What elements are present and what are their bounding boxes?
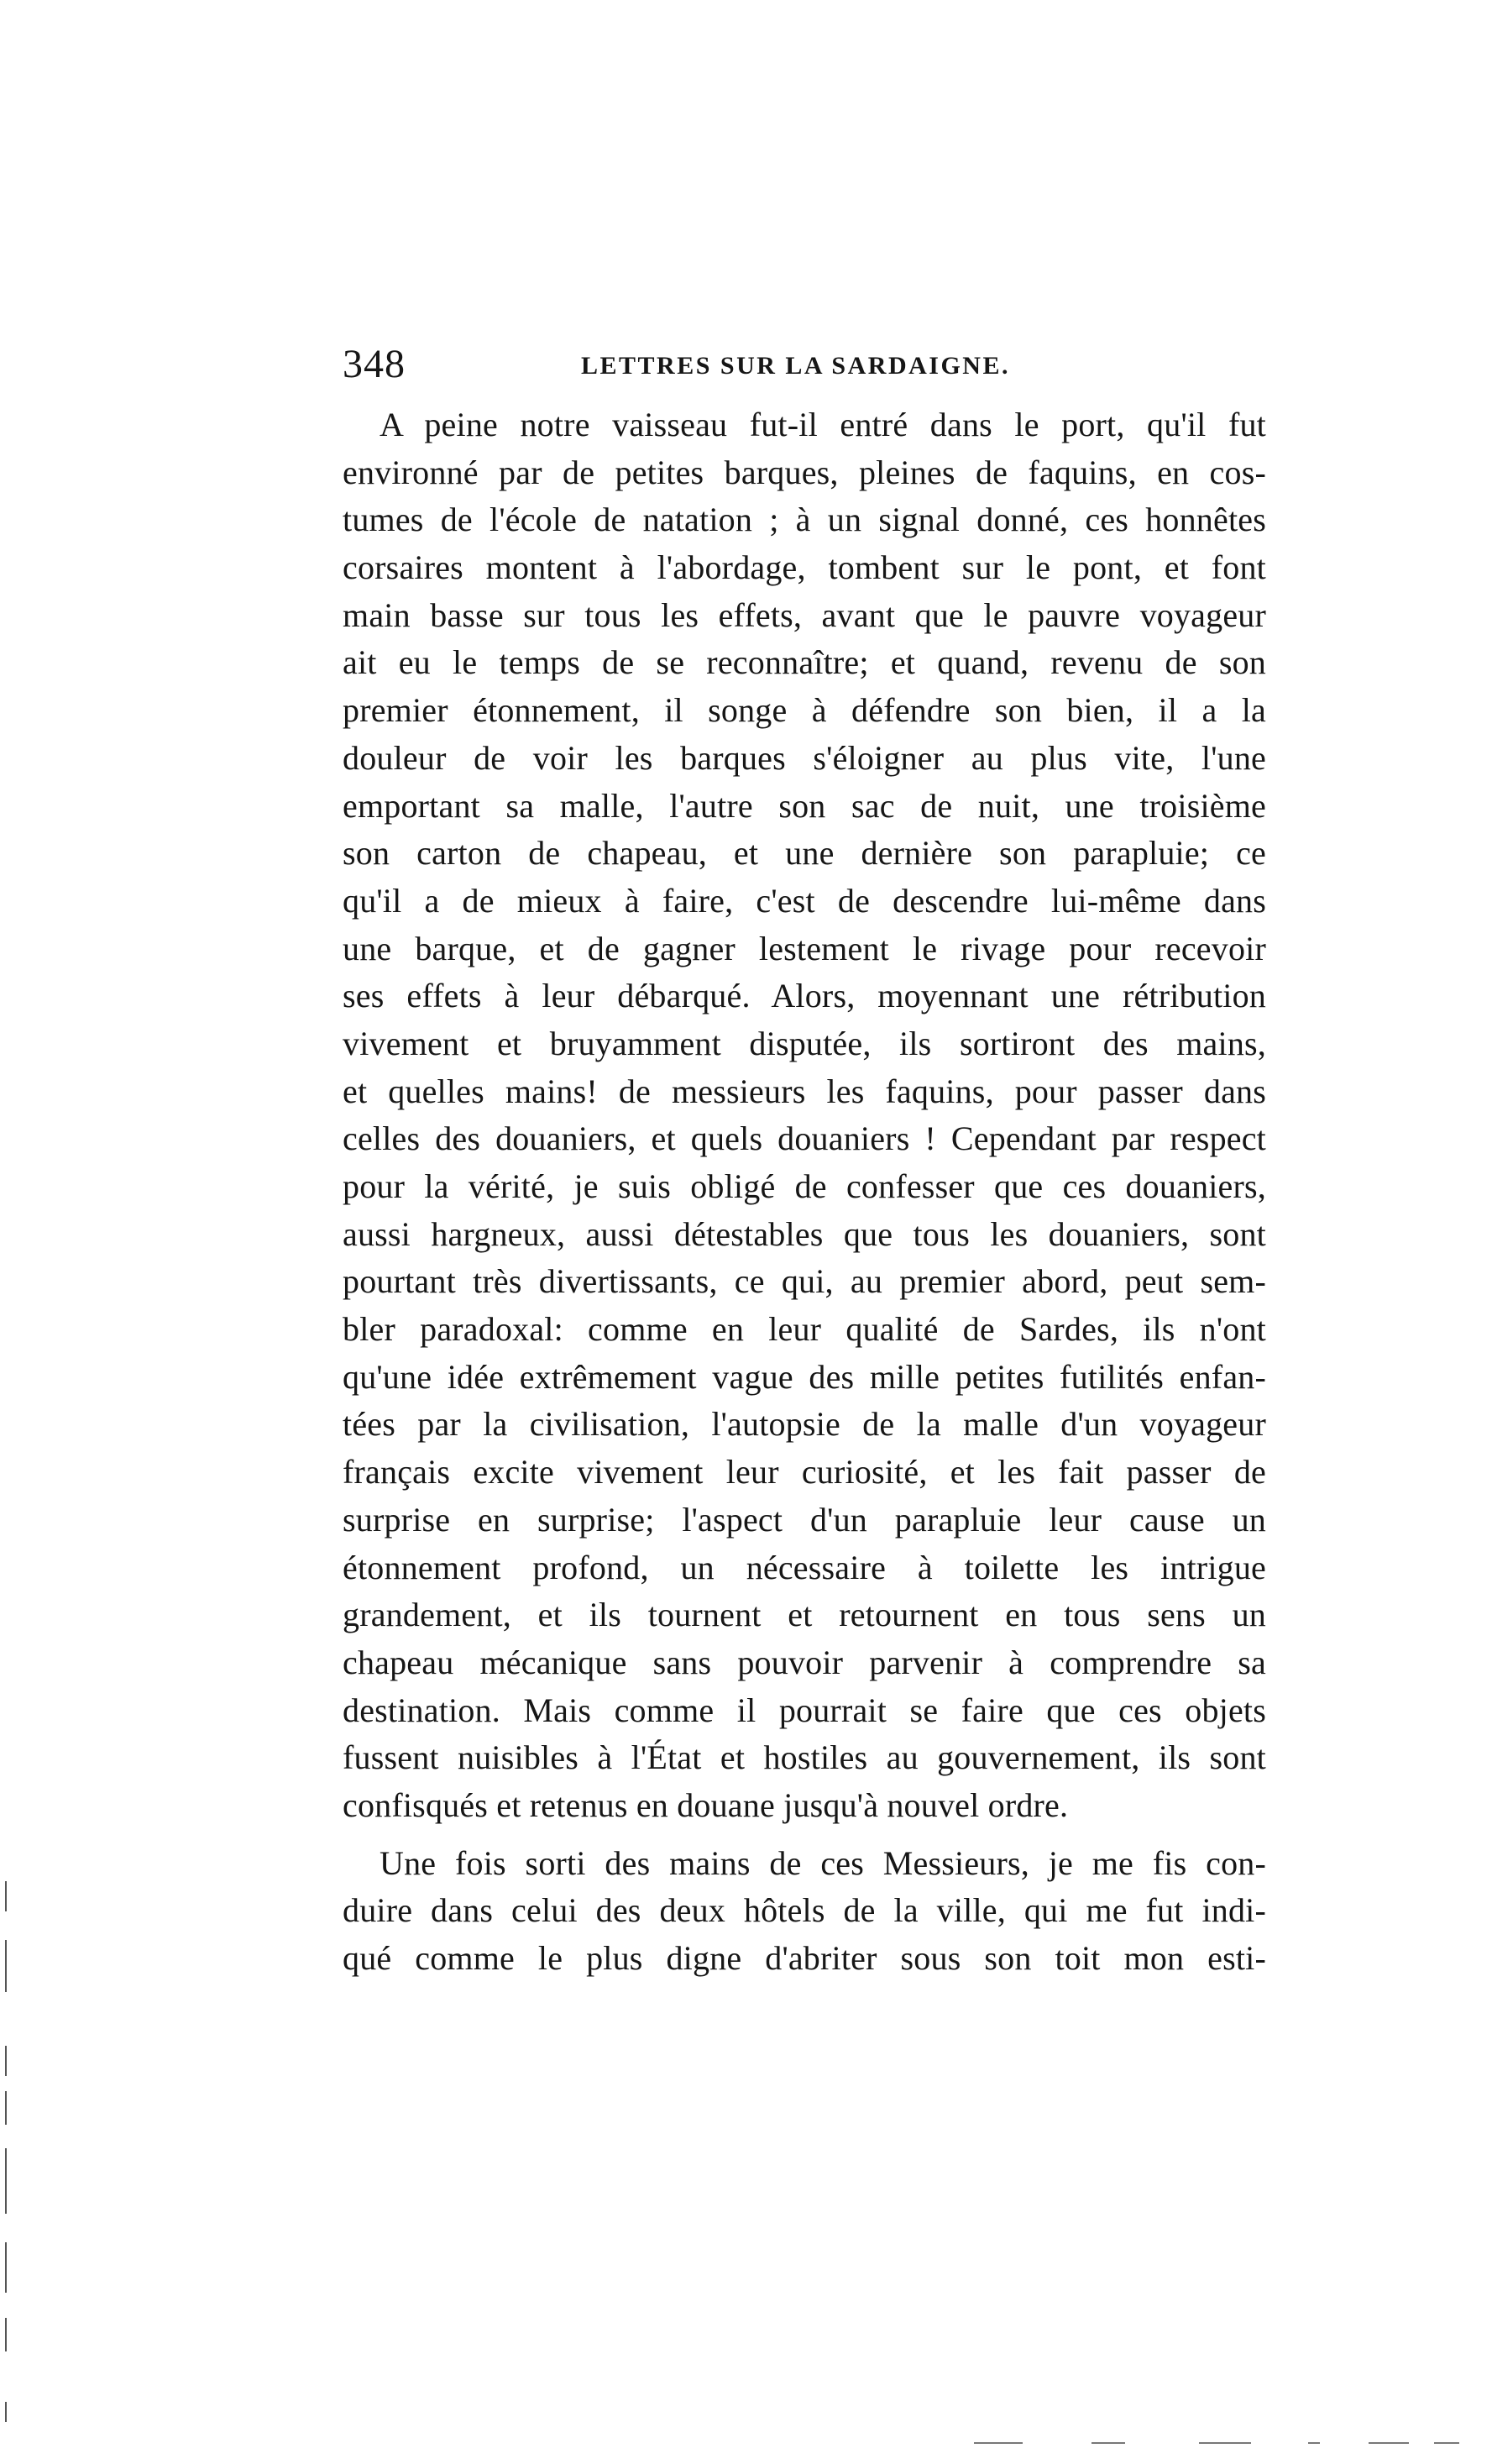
text-line: tumes de l'école de natation ; à un signal donné, ces honnêtes <box>343 501 1266 539</box>
text-line: qué comme le plus digne d'abriter sous son toit mon esti- <box>343 1939 1266 1977</box>
text-line: étonnement profond, un nécessaire à toilette les intrigue <box>343 1548 1266 1586</box>
text-line: emportant sa malle, l'autre son sac de nuit, une troisième <box>343 786 1266 825</box>
text-line: qu'il a de mieux à faire, c'est de descendre lui-même dans <box>343 881 1266 920</box>
text-line: confisqués et retenus en douane jusqu'à nouvel ordre. <box>343 1785 1069 1824</box>
text-line: pour la vérité, je suis obligé de confesser que ces douaniers, <box>343 1167 1266 1205</box>
text-line: destination. Mais comme il pourrait se faire que ces objets <box>343 1691 1266 1729</box>
text-line: français excite vivement leur curiosité, et les fait passer de <box>343 1453 1266 1492</box>
running-title: LETTRES SUR LA SARDAIGNE. <box>581 352 1010 380</box>
text-line: fussent nuisibles à l'État et hostiles au gouvernement, ils sont <box>343 1738 1266 1777</box>
text-line: A peine notre vaisseau fut-il entré dans le port, qu'il fut <box>380 406 1266 443</box>
paragraph-gap <box>343 1830 1266 1840</box>
text-line: chapeau mécanique sans pouvoir parvenir à comprendre sa <box>343 1643 1266 1681</box>
text-line: une barque, et de gagner lestement le rivage pour recevoir <box>343 929 1266 967</box>
text-line: bler paradoxal: comme en leur qualité de Sardes, ils n'ont <box>343 1310 1266 1349</box>
text-line: grandement, et ils tournent et retournent en tous sens un <box>343 1596 1266 1634</box>
page-number: 348 <box>343 342 406 386</box>
text-line: surprise en surprise; l'aspect d'un parapluie leur cause un <box>343 1500 1266 1539</box>
text-line: pourtant très divertissants, ce qui, au premier abord, peut sem- <box>343 1262 1266 1301</box>
text-line: douleur de voir les barques s'éloigner au plus vite, l'une <box>343 738 1266 777</box>
text-line: ait eu le temps de se reconnaître; et quand, revenu de son <box>343 643 1266 682</box>
text-line: ses effets à leur débarqué. Alors, moyennant une rétribution <box>343 977 1266 1015</box>
text-line: qu'une idée extrêmement vague des mille petites futilités enfan- <box>343 1357 1266 1396</box>
text-line: Une fois sorti des mains de ces Messieurs, je me fis con- <box>380 1843 1266 1882</box>
text-line: vivement et bruyamment disputée, ils sortiront des mains, <box>343 1024 1266 1062</box>
text-line: duire dans celui des deux hôtels de la ville, qui me fut indi- <box>343 1891 1266 1930</box>
scan-margin-marks <box>5 1881 8 2452</box>
body-text <box>343 401 1266 1983</box>
page-header <box>343 339 1222 390</box>
text-line: et quelles mains! de messieurs les faquins, pour passer dans <box>343 1072 1266 1110</box>
text-line: corsaires montent à l'abordage, tombent sur le pont, et font <box>343 548 1266 587</box>
text-line: son carton de chapeau, et une dernière son parapluie; ce <box>343 834 1266 873</box>
text-line: aussi hargneux, aussi détestables que tous les douaniers, sont <box>343 1214 1266 1253</box>
text-line: premier étonnement, il songe à défendre son bien, il a la <box>343 691 1266 730</box>
paragraph <box>343 1840 1266 1983</box>
text-line: tées par la civilisation, l'autopsie de la malle d'un voyageur <box>343 1405 1266 1444</box>
scan-bottom-marks <box>974 2442 1478 2447</box>
text-line: celles des douaniers, et quels douaniers ! Cependant par respect <box>343 1119 1266 1158</box>
paragraph <box>343 401 1266 1830</box>
text-line: environné par de petites barques, pleines de faquins, en cos- <box>343 453 1266 491</box>
text-line: main basse sur tous les effets, avant que le pauvre voyageur <box>343 595 1266 634</box>
